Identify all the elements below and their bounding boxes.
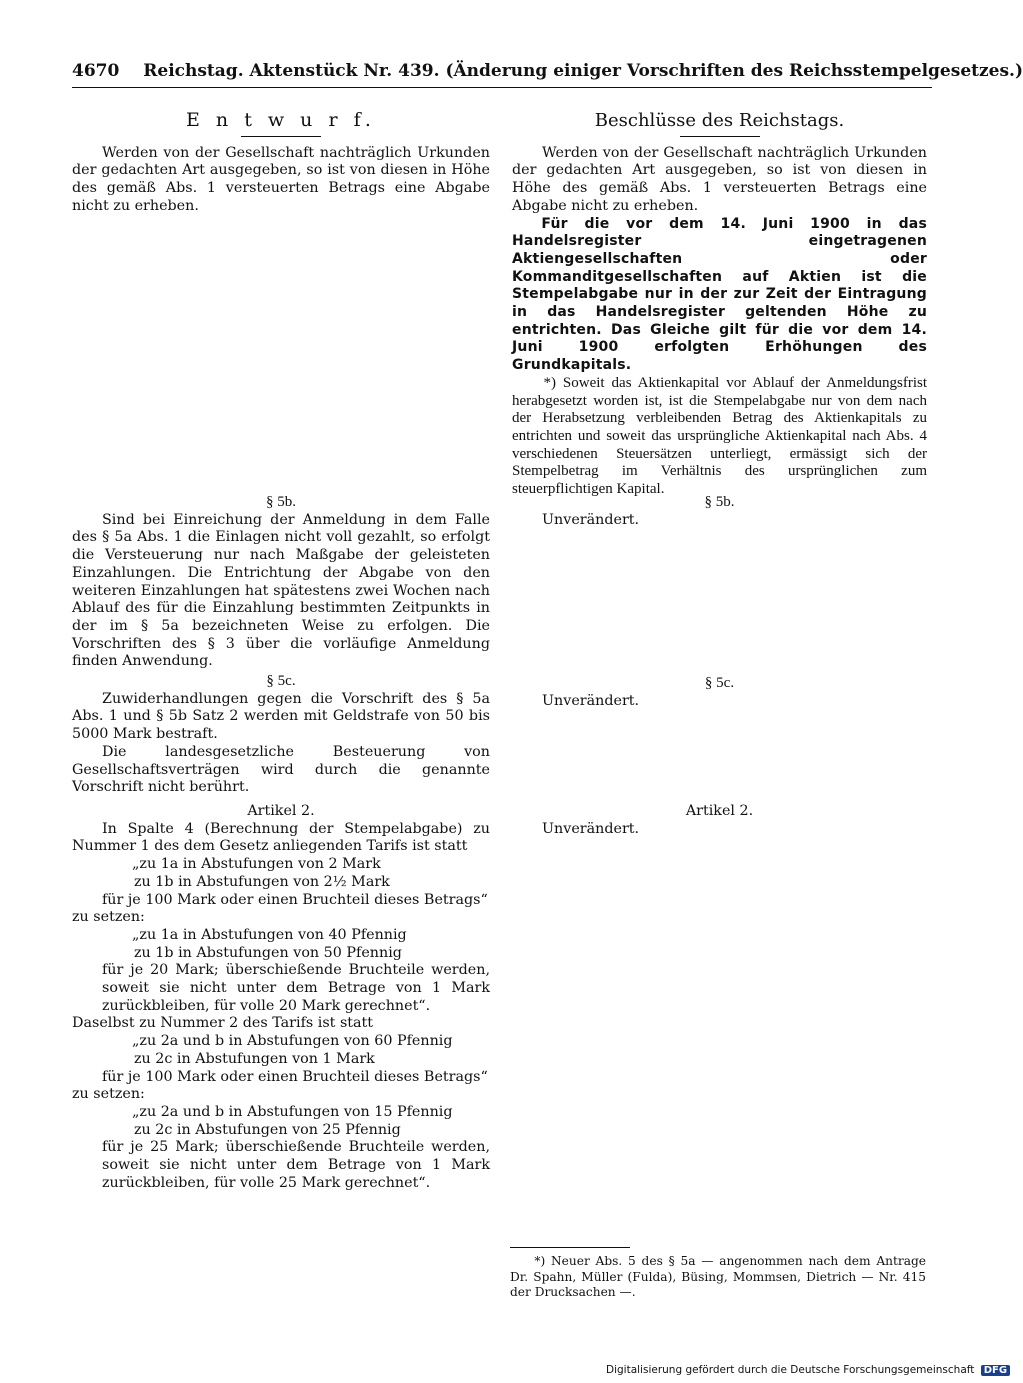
right-heading-rule [680, 136, 760, 137]
quote-2-line-2: zu 1b in Abstufungen von 50 Pfennig [134, 944, 402, 961]
left-5c-heading: § 5c. [266, 673, 296, 690]
page-header [72, 61, 1023, 81]
quote-2-line-3: für je 20 Mark; überschießende Bruchteile werden, soweit sie nicht unter dem Betrage von 1 Mark zurückbleiben, für volle 20 Mark gerechnet“. [102, 962, 490, 1014]
quote-4-line-2: zu 2c in Abstufungen von 25 Pfennig [134, 1121, 401, 1138]
right-art2-heading: Artikel 2. [685, 803, 754, 819]
quote-1-line-2: zu 1b in Abstufungen von 2½ Mark [134, 873, 390, 890]
quote-3-line-2: zu 2c in Abstufungen von 1 Mark [134, 1050, 375, 1067]
left-section-5b [72, 494, 490, 797]
quote-1-line-3: für je 100 Mark oder einen Bruchteil dieses Betrags“ [102, 891, 488, 908]
footer-text: Digitalisierung gefördert durch die Deutsche Forschungsgemeinschaft [606, 1364, 975, 1376]
left-article-2 [72, 803, 490, 1192]
right-section-5c [512, 675, 927, 710]
left-art2-intro: In Spalte 4 (Berechnung der Stempelabgabe) zu Nummer 1 des dem Gesetz anliegenden Tarifs ist statt [72, 820, 490, 855]
right-art2-text: Unverändert. [542, 820, 640, 837]
left-5b-heading: § 5b. [266, 494, 296, 510]
header-rule [72, 87, 932, 88]
quote-4-line-1: „zu 2a und b in Abstufungen von 15 Pfennig [132, 1103, 453, 1120]
right-column [512, 112, 927, 499]
zu-setzen-1: zu setzen: [72, 909, 145, 926]
left-intro: Werden von der Gesellschaft nachträglich Urkunden der gedachten Art ausgegeben, so ist von diesen in Höhe des gemäß Abs. 1 versteuerten Betrags eine Abgabe nicht zu erheben. [72, 144, 490, 214]
right-5b-text: Unverändert. [542, 511, 640, 528]
left-heading-rule [241, 136, 321, 137]
right-intro: Werden von der Gesellschaft nachträglich Urkunden der gedachten Art ausgegeben, so ist von diesen in Höhe des gemäß Abs. 1 versteuerten Betrags eine Abgabe nicht zu erheben. [512, 144, 927, 214]
left-5c-text-2: Die landesgesetzliche Besteuerung von Gesellschaftsverträgen wird durch die genannte Vorschrift nicht berührt. [72, 743, 490, 796]
footnote: *) Neuer Abs. 5 des § 5a — angenommen nach dem Antrage Dr. Spahn, Müller (Fulda), Büsing, Mommsen, Dietrich — Nr. 415 der Drucksachen —. [510, 1254, 926, 1299]
left-column [72, 109, 490, 216]
left-5b-text: Sind bei Einreichung der Anmeldung in dem Falle des § 5a Abs. 1 die Einlagen nicht voll gezahlt, so erfolgt die Versteuerung nur nach Maßgabe der geleisteten Einzahlungen. Die Entrichtung der Abgabe von den weiteren Einzahlungen hat spätestens zwei Wochen nach Ablauf des für die Einzahlung bestimmten Zeitpunkts in der im § 5a bezeichneten Weise zu erfolgen. Die Vorschriften des § 3 über die vorläufige Anmeldung finden Anwendung. [72, 511, 490, 670]
left-heading: E n t w u r f. [186, 109, 376, 131]
quote-3-line-1: „zu 2a und b in Abstufungen von 60 Pfennig [132, 1033, 453, 1050]
page-header-title: Reichstag. Aktenstück Nr. 439. (Änderung einiger Vorschriften des Reichsstempelgesetzes.) [143, 61, 1023, 81]
page-number: 4670 [72, 61, 120, 81]
quote-1-line-1: „zu 1a in Abstufungen von 2 Mark [132, 856, 381, 873]
left-5c-text-1: Zuwiderhandlungen gegen die Vorschrift des § 5a Abs. 1 und § 5b Satz 2 werden mit Geldstrafe von 50 bis 5000 Mark bestraft. [72, 690, 490, 743]
right-5c-text: Unverändert. [542, 692, 640, 709]
right-heading: Beschlüsse des Reichstags. [594, 110, 845, 131]
right-article-2 [512, 803, 927, 838]
zu-setzen-2: zu setzen: [72, 1086, 145, 1103]
right-bold-amendment: Für die vor dem 14. Juni 1900 in das Handelsregister eingetragenen Aktiengesellschaften oder Kommanditgesellschaften auf Aktien ist die Stempelabgabe nur in der zur Zeit der Eintragung in das Handelsregister geltenden Höhe zu entrichten. Das Gleiche gilt für die vor dem 14. Juni 1900 erfolgten Erhöhungen des Grundkapitals. [512, 215, 927, 374]
daselbst-line: Daselbst zu Nummer 2 des Tarifs ist statt [72, 1015, 374, 1032]
quote-2-line-1: „zu 1a in Abstufungen von 40 Pfennig [132, 926, 407, 943]
left-art2-heading: Artikel 2. [247, 803, 315, 819]
dfg-logo: DFG [981, 1365, 1010, 1376]
right-note: *) Soweit das Aktienkapital vor Ablauf der Anmeldungsfrist herabgesetzt worden ist, ist die Stempelabgabe nur von dem nach der Herabsetzung verbleibenden Betrag des Aktienkapitals zu entrichten und soweit das ursprüngliche Aktienkapital nach Abs. 4 verschiedenen Steuersätzen unterliegt, ermässigt sich der Stempelbetrag im Verhältnis des ursprünglichen zum steuerpflichtigen Kapital. [512, 374, 927, 498]
right-5b-heading: § 5b. [704, 494, 735, 510]
digitization-footer [606, 1364, 1008, 1376]
footnote-rule [510, 1247, 630, 1248]
quote-3-line-3: für je 100 Mark oder einen Bruchteil dieses Betrags“ [102, 1068, 488, 1085]
right-section-5b [512, 494, 927, 529]
right-5c-heading: § 5c. [704, 675, 735, 691]
quote-4-line-3: für je 25 Mark; überschießende Bruchteile werden, soweit sie nicht unter dem Betrage von 1 Mark zurückbleiben, für volle 25 Mark gerechnet“. [102, 1139, 490, 1191]
